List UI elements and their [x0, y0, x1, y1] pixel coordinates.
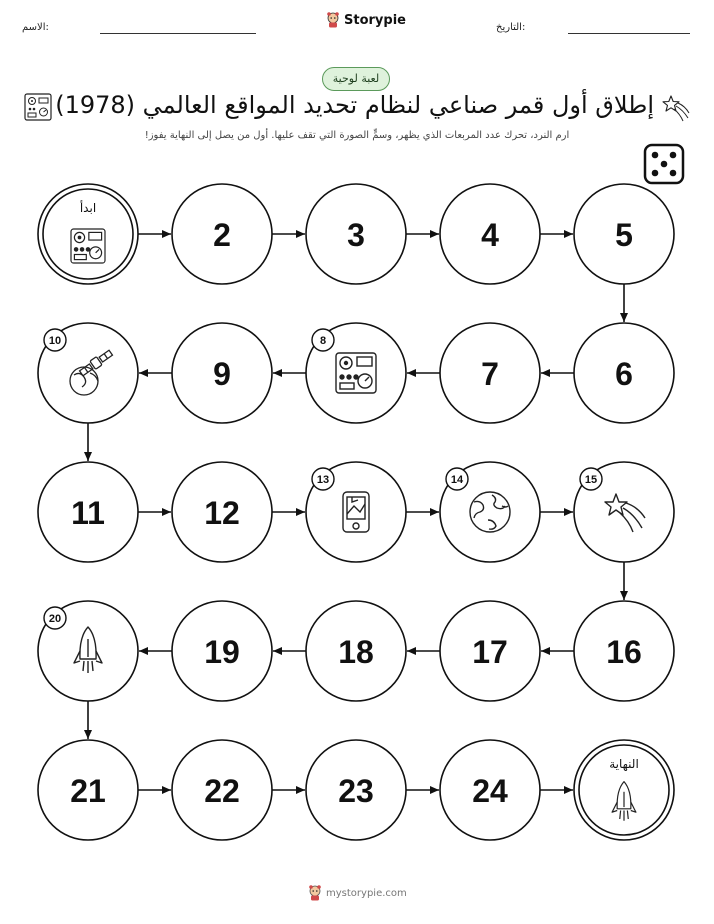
- space-number: 17: [472, 634, 508, 670]
- board-space-13[interactable]: [306, 462, 406, 562]
- space-number: 6: [615, 356, 633, 392]
- board-space-2[interactable]: [172, 184, 272, 284]
- board-space-5[interactable]: [574, 184, 674, 284]
- storypie-mascot-icon: [308, 885, 322, 901]
- category-badge: لعبة لوحية: [322, 67, 390, 91]
- space-number: 18: [338, 634, 374, 670]
- footer: [308, 885, 407, 901]
- space-number: 19: [204, 634, 240, 670]
- board-space-23[interactable]: [306, 740, 406, 840]
- space-number: 7: [481, 356, 499, 392]
- start-label: ابدأ: [79, 201, 97, 215]
- instructions: ارم النرد، تحرك عدد المربعات الذي يظهر، وسمٍّ الصورة التي تقف عليها. أول من يصل إلى النهاية يفوز!: [144, 130, 570, 141]
- brand-name: Storypie: [344, 12, 406, 28]
- footer-url[interactable]: mystorypie.com: [326, 887, 407, 899]
- board-space-3[interactable]: [306, 184, 406, 284]
- space-number: 8: [319, 335, 327, 347]
- space-number: 22: [204, 773, 240, 809]
- space-number: 9: [213, 356, 231, 392]
- board-space-12[interactable]: [172, 462, 272, 562]
- board-space-25[interactable]: [574, 740, 674, 840]
- space-number: 4: [481, 217, 499, 253]
- board-space-17[interactable]: [440, 601, 540, 701]
- board-space-10[interactable]: [38, 323, 138, 423]
- board-space-15[interactable]: [574, 462, 674, 562]
- board-space-6[interactable]: [574, 323, 674, 423]
- board-space-22[interactable]: [172, 740, 272, 840]
- board-space-24[interactable]: [440, 740, 540, 840]
- board-space-19[interactable]: [172, 601, 272, 701]
- board-space-14[interactable]: [440, 462, 540, 562]
- date-label: التاريخ:: [496, 22, 526, 33]
- board-space-11[interactable]: [38, 462, 138, 562]
- board-space-21[interactable]: [38, 740, 138, 840]
- name-label: الاسم:: [22, 22, 49, 33]
- space-number: 23: [338, 773, 374, 809]
- board-space-9[interactable]: [172, 323, 272, 423]
- board-space-18[interactable]: [306, 601, 406, 701]
- page-title: إطلاق أول قمر صناعي لنظام تحديد المواقع العالمي (1978): [55, 91, 654, 119]
- space-number: 10: [48, 335, 62, 347]
- space-number: 5: [615, 217, 633, 253]
- space-number: 14: [450, 474, 464, 486]
- space-number: 21: [70, 773, 106, 809]
- board-space-16[interactable]: [574, 601, 674, 701]
- space-number: 16: [606, 634, 642, 670]
- board-space-20[interactable]: [38, 601, 138, 701]
- finish-label: النهاية: [609, 757, 639, 771]
- board-space-8[interactable]: [306, 323, 406, 423]
- space-circle: [574, 740, 674, 840]
- space-number: 15: [584, 474, 598, 486]
- space-number: 12: [204, 495, 240, 531]
- board-space-4[interactable]: [440, 184, 540, 284]
- space-number: 20: [48, 613, 62, 625]
- board-space-7[interactable]: [440, 323, 540, 423]
- space-number: 13: [316, 474, 330, 486]
- space-number: 2: [213, 217, 231, 253]
- space-number: 3: [347, 217, 365, 253]
- space-circle: [38, 184, 138, 284]
- board-space-1[interactable]: [38, 184, 138, 284]
- space-number: 24: [472, 773, 508, 809]
- board-spaces: [38, 184, 674, 840]
- space-number: 11: [71, 495, 105, 531]
